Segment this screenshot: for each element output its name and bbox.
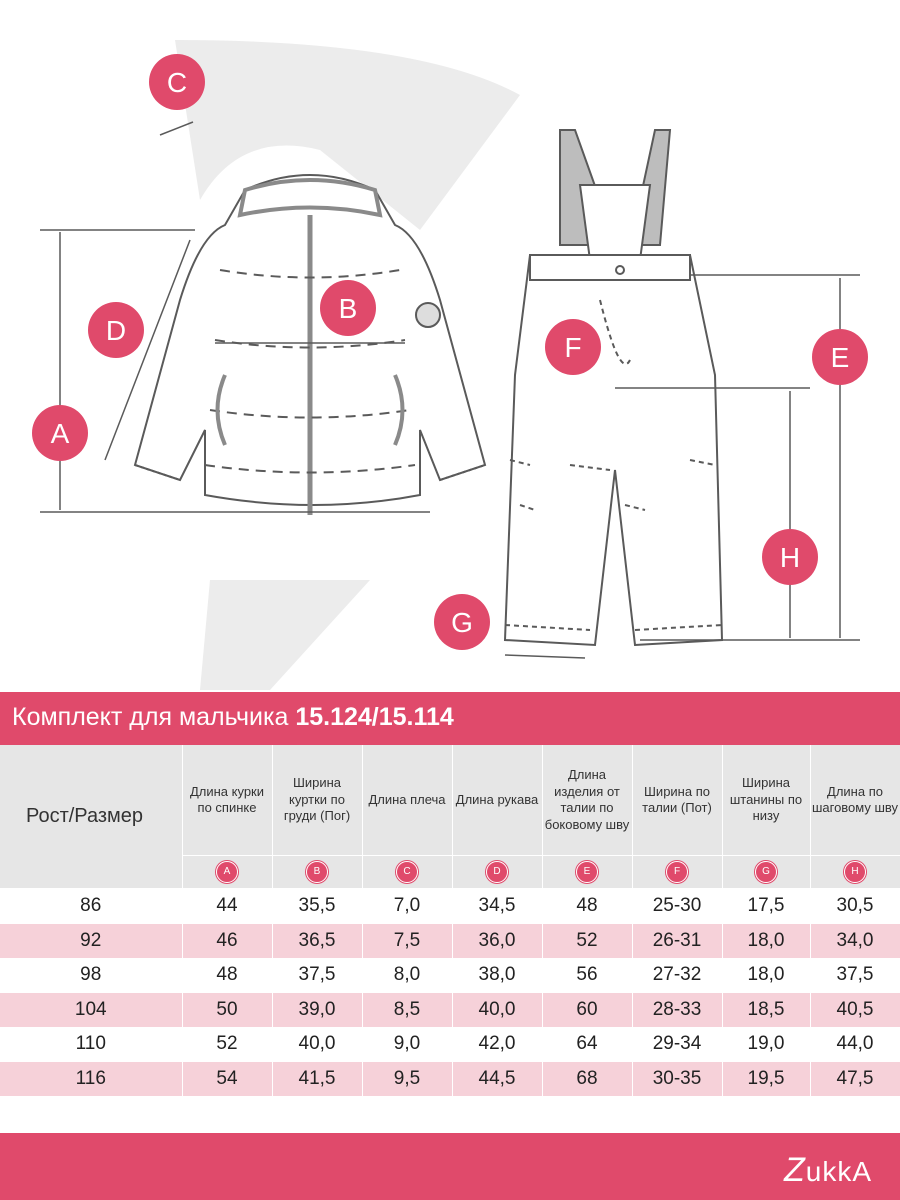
measurement-cell: 37,5 [272,958,362,993]
measurement-cell: 40,5 [810,993,900,1028]
column-header: Длина курки по спинке [182,745,272,856]
product-title-bar [0,692,900,745]
measurement-cell: 8,0 [362,958,452,993]
measurement-cell: 40,0 [452,993,542,1028]
table-body [0,889,900,1097]
jacket-drawing [135,175,485,515]
brand-logo [784,1151,872,1190]
measurement-cell: 17,5 [722,889,810,924]
table-row [0,958,900,993]
measurement-cell: 54 [182,1062,272,1097]
measurement-cell: 34,5 [452,889,542,924]
measurement-cell: 48 [182,958,272,993]
table-row [0,924,900,959]
letter-badge: C [396,861,418,883]
marker-G [434,594,490,650]
logo-initial: Z [783,1151,806,1189]
marker-label: D [105,315,127,346]
measurement-cell: 30,5 [810,889,900,924]
column-header: Ширина штанины по низу [722,745,810,856]
marker-B [320,280,376,336]
letter-badge: G [755,861,777,883]
measurement-cell: 29-34 [632,1027,722,1062]
footer-bar [0,1133,900,1200]
measurement-cell: 7,0 [362,889,452,924]
marker-label: H [779,542,801,573]
measurement-cell: 25-30 [632,889,722,924]
marker-F [545,319,601,375]
column-header: Ширина по талии (Пот) [632,745,722,856]
measurement-cell: 36,0 [452,924,542,959]
letter-badge: E [576,861,598,883]
size-column-header: Рост/Размер [0,745,182,889]
measurement-cell: 9,0 [362,1027,452,1062]
table-row [0,1027,900,1062]
size-cell: 110 [0,1027,182,1062]
product-title [12,703,454,732]
measurement-cell: 35,5 [272,889,362,924]
measurement-cell: 19,5 [722,1062,810,1097]
marker-label: E [830,342,850,373]
measurement-cell: 37,5 [810,958,900,993]
marker-label: C [166,67,188,98]
measurement-cell: 44 [182,889,272,924]
marker-C [149,54,205,110]
column-header: Длина плеча [362,745,452,856]
column-header: Длина изделия от талии по боковому шву [542,745,632,856]
size-cell: 104 [0,993,182,1028]
size-cell: 116 [0,1062,182,1097]
measurement-cell: 28-33 [632,993,722,1028]
measurement-cell: 18,0 [722,924,810,959]
table-row [0,889,900,924]
letter-badge: F [666,861,688,883]
size-cell: 86 [0,889,182,924]
marker-A [32,405,88,461]
size-table [0,745,900,1096]
measurement-cell: 46 [182,924,272,959]
measurement-cell: 19,0 [722,1027,810,1062]
column-header: Длина по шаговому шву [810,745,900,856]
measurement-cell: 18,0 [722,958,810,993]
measurement-cell: 38,0 [452,958,542,993]
logo-text: ukkA [805,1156,872,1187]
marker-label: F [564,332,582,363]
measurement-cell: 41,5 [272,1062,362,1097]
measurement-cell: 60 [542,993,632,1028]
marker-label: A [50,418,70,449]
measurement-cell: 56 [542,958,632,993]
measurement-cell: 39,0 [272,993,362,1028]
measurement-cell: 26-31 [632,924,722,959]
measurement-cell: 30-35 [632,1062,722,1097]
measurement-cell: 18,5 [722,993,810,1028]
measurement-cell: 34,0 [810,924,900,959]
marker-E [812,329,868,385]
table-header-row [0,745,900,856]
measurement-cell: 9,5 [362,1062,452,1097]
column-header: Длина рукава [452,745,542,856]
measurement-cell: 44,0 [810,1027,900,1062]
measurement-cell: 42,0 [452,1027,542,1062]
marker-label: B [338,293,358,324]
measurement-cell: 7,5 [362,924,452,959]
column-header: Ширина куртки по груди (Пог) [272,745,362,856]
measurement-cell: 50 [182,993,272,1028]
measurement-cell: 8,5 [362,993,452,1028]
product-title-prefix: Комплект для мальчика [12,703,289,731]
letter-badge: D [486,861,508,883]
measurement-cell: 47,5 [810,1062,900,1097]
measurement-cell: 48 [542,889,632,924]
measurement-cell: 64 [542,1027,632,1062]
product-code: 15.124/15.114 [295,703,454,731]
measurement-cell: 44,5 [452,1062,542,1097]
measurement-cell: 27-32 [632,958,722,993]
size-cell: 92 [0,924,182,959]
marker-label: G [451,607,473,638]
measurement-cell: 36,5 [272,924,362,959]
letter-badge: A [216,861,238,883]
measurement-cell: 52 [182,1027,272,1062]
letter-badge: B [306,861,328,883]
table-row [0,993,900,1028]
measurement-cell: 40,0 [272,1027,362,1062]
table-row [0,1062,900,1097]
measurement-cell: 52 [542,924,632,959]
marker-H [762,529,818,585]
size-cell: 98 [0,958,182,993]
measurement-cell: 68 [542,1062,632,1097]
marker-D [88,302,144,358]
letter-badge: H [844,861,866,883]
